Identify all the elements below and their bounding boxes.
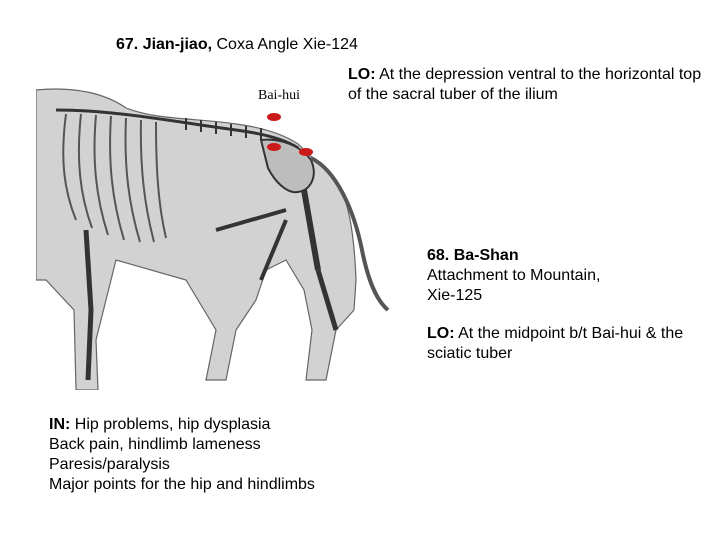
indications-first-line	[49, 415, 369, 435]
indications-line-3: Paresis/paralysis	[49, 456, 170, 473]
indications-block	[49, 415, 369, 495]
title-point-name: 67. Jian-jiao,	[116, 36, 213, 53]
point-68-heading: 68. Ba-Shan	[427, 247, 519, 264]
indications-label: IN:	[49, 416, 71, 433]
ba-shan-marker	[299, 148, 313, 156]
location-68-text: At the midpoint b/t Bai-hui & the sciatic tuber	[427, 325, 684, 362]
location-67-label: LO:	[348, 66, 376, 83]
bai-hui-marker	[267, 113, 281, 121]
location-68-label: LO:	[427, 325, 455, 342]
location-68	[427, 324, 707, 364]
point-68-line-2: Xie-125	[427, 287, 483, 304]
indications-first-text: Hip problems, hip dysplasia	[70, 416, 271, 433]
title-english-name: Coxa Angle Xie-124	[212, 36, 358, 53]
jian-jiao-marker	[267, 143, 281, 151]
slide-title	[116, 36, 358, 54]
indications-line-4: Major points for the hip and hindlimbs	[49, 476, 315, 493]
location-67-text: At the depression ventral to the horizontal top of the sacral tuber of the ilium	[348, 66, 702, 103]
point-68-line-1: Attachment to Mountain,	[427, 267, 601, 284]
indications-line-2: Back pain, hindlimb lameness	[49, 436, 261, 453]
dog-skeleton-illustration	[36, 80, 408, 390]
body-silhouette	[36, 89, 356, 390]
point-68-block	[427, 246, 707, 306]
bai-hui-label: Bai-hui	[258, 88, 300, 103]
